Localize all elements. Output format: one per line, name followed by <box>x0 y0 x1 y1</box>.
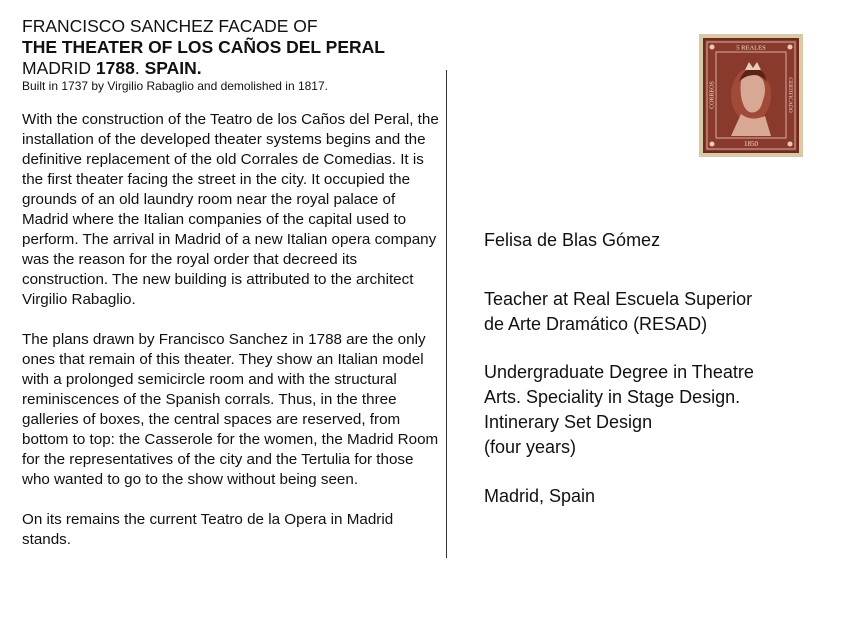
subtitle: Built in 1737 by Virgilio Rabaglio and demolished in 1817. <box>22 79 328 93</box>
author-degree-line-2: Arts. Speciality in Stage Design. <box>484 387 741 407</box>
postage-stamp <box>699 34 803 157</box>
author-role-line-1: Teacher at Real Escuela Superior <box>484 289 753 309</box>
theater-name: THE THEATER OF LOS CAÑOS DEL PERAL <box>22 37 385 57</box>
paragraph-2: The plans drawn by Francisco Sanchez in 1788 are the only ones that remain of this theater. They show an Italian model with a prolonged semicircle room and with the structural reminiscences of the Spanish corrals. Thus, in the three galleries of boxes, the central spaces are reserved, from bottom to top: the Casserole for the women, the Madrid Room for the representatives of the city and the Tertulia for those who wanted to go to the show without being seen. <box>22 331 439 488</box>
paragraph-3: On its remains the current Teatro de la Opera in Madrid stands. <box>22 511 394 548</box>
year: 1788 <box>95 58 135 78</box>
country: SPAIN. <box>144 58 202 78</box>
title-line-3 <box>22 58 442 79</box>
stamp-face <box>703 38 799 153</box>
author-role-line-2: de Arte Dramático (RESAD) <box>484 314 708 334</box>
author-degree-line-1: Undergraduate Degree in Theatre <box>484 362 754 382</box>
author-degree <box>484 360 844 460</box>
stamp-bottom-text: 1850 <box>744 140 758 148</box>
author-name: Felisa de Blas Gómez <box>484 230 661 250</box>
stamp-top-text: 5 REALES <box>736 44 766 52</box>
city: MADRID <box>22 58 92 78</box>
title-line-2 <box>22 37 442 58</box>
postcard-text-column <box>22 16 442 550</box>
paragraph-1: With the construction of the Teatro de los Caños del Peral, the installation of the developed theater systems begins and the definitive replacement of the old Corrales de Comedias. It is the first theater facing the street in the city. It occupied the grounds of an old laundry room near the royal palace of Madrid where the Italian companies of the capital used to perform. The arrival in Madrid of a new Italian opera company was the reason for the royal order that decreed its construction. The new building is attributed to the architect Virgilio Rabaglio. <box>22 111 439 308</box>
author-role <box>484 287 844 337</box>
author-degree-line-3: Intinerary Set Design <box>484 412 653 432</box>
queen-portrait-stamp-icon <box>705 40 797 151</box>
author-degree-line-4: (four years) <box>484 437 577 457</box>
author-location: Madrid, Spain <box>484 486 596 506</box>
separator: . <box>134 58 145 78</box>
stamp-right-text: CERTIFICADO <box>787 77 793 113</box>
title-line-1: FRANCISCO SANCHEZ FACADE OF <box>22 16 318 36</box>
vertical-divider <box>446 70 447 558</box>
stamp-left-text: CORREOS <box>709 81 716 109</box>
